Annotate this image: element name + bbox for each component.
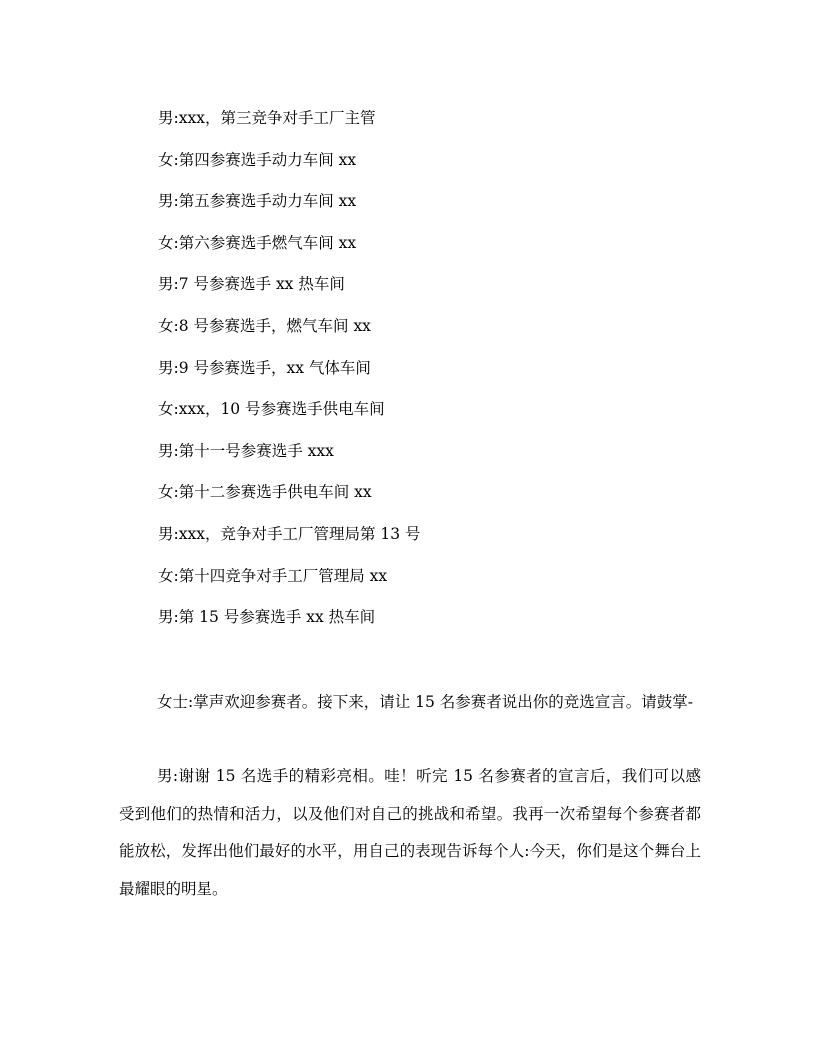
roster-line: 女:第六参赛选手燃气车间 xx [158, 233, 357, 252]
roster-line: 男:xxx，第三竞争对手工厂主管 [158, 109, 376, 127]
roster-line: 女:第十四竞争对手工厂管理局 xx [158, 566, 388, 585]
roster-line: 女:xxx，10 号参赛选手供电车间 [158, 400, 385, 419]
host-closing-paragraph: 男:谢谢 15 名选手的精彩亮相。哇！听完 15 名参赛者的宣言后，我们可以感受到他们的热情和活力，以及他们对自己的挑战和希望。我再一次希望每个参赛者都能放松，发挥出他们最好的水平，用自己的表现告诉每个人:今天，你们是这个舞台上最耀眼的明星。 [119, 767, 701, 898]
roster-line: 男:7 号参赛选手 xx 热车间 [158, 275, 345, 294]
roster-line: 女:8 号参赛选手，燃气车间 xx [158, 316, 371, 335]
contestant-roster [158, 106, 718, 647]
roster-line: 男:9 号参赛选手，xx 气体车间 [158, 358, 371, 377]
host-welcome-paragraph: 女士:掌声欢迎参赛者。接下来，请让 15 名参赛者说出你的竞选宣言。请鼓掌- [157, 693, 694, 711]
roster-line: 男:第五参赛选手动力车间 xx [158, 192, 357, 211]
roster-line: 女:第十二参赛选手供电车间 xx [158, 483, 372, 502]
roster-line: 男:第 15 号参赛选手 xx 热车间 [158, 608, 376, 627]
roster-line: 男:第十一号参赛选手 xxx [158, 441, 334, 460]
roster-line: 女:第四参赛选手动力车间 xx [158, 150, 357, 169]
roster-line: 男:xxx，竞争对手工厂管理局第 13 号 [158, 524, 421, 543]
